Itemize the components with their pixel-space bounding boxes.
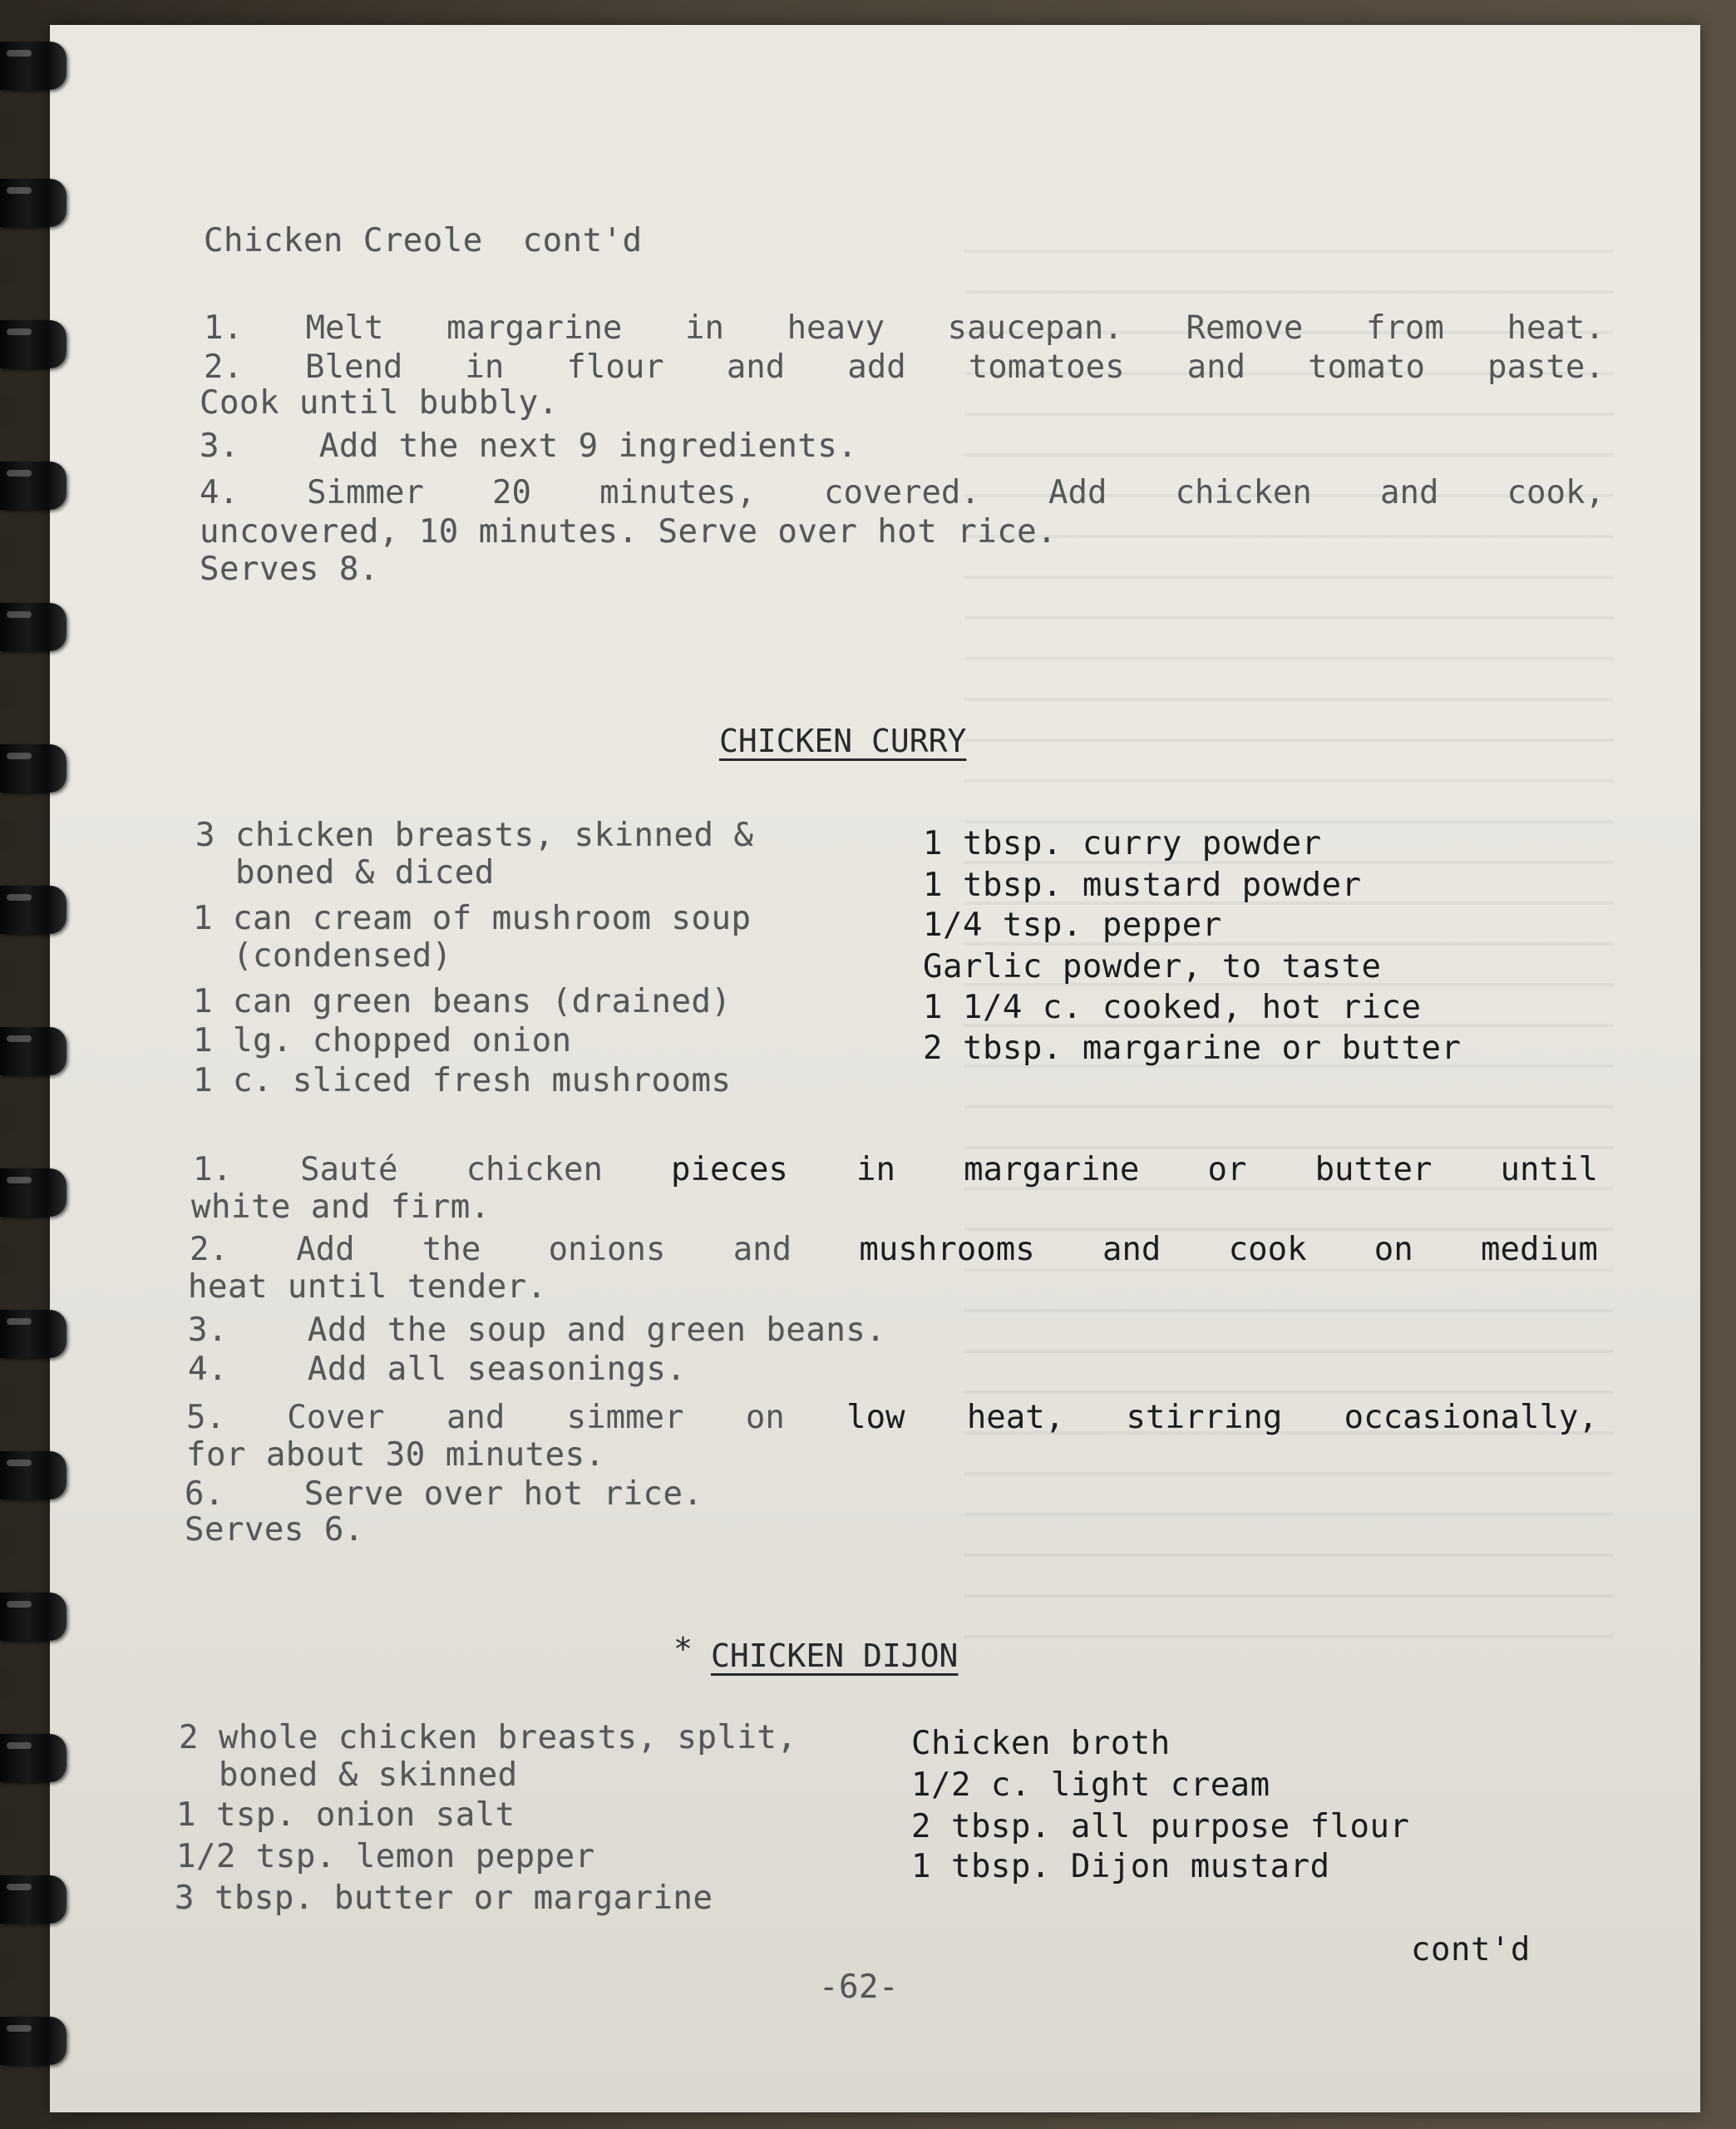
dijon-left-ingredient: 1 tsp. onion salt	[176, 1796, 515, 1834]
curry-right-ingredient: Garlic powder, to taste	[923, 948, 1382, 985]
creole-step-2-cont: Cook until bubbly.	[200, 384, 559, 422]
spiral-binding-coil	[0, 1734, 67, 1782]
dijon-left-ingredient: 1/2 tsp. lemon pepper	[176, 1838, 595, 1875]
spiral-binding-coil	[0, 1168, 67, 1217]
curry-step-6: 6. Serve over hot rice.	[185, 1475, 703, 1513]
curry-step-5: 5. Cover and simmer on low heat, stirring occasionally,	[186, 1399, 1598, 1436]
curry-step-1-cont: white and firm.	[191, 1188, 491, 1226]
creole-step-4: 4. Simmer 20 minutes, covered. Add chicken and cook,	[200, 474, 1605, 511]
spiral-binding-coil	[0, 179, 67, 227]
binding-hole	[0, 1526, 15, 1558]
dijon-right-ingredient: 1/2 c. light cream	[911, 1766, 1270, 1804]
binding-hole	[0, 1243, 15, 1275]
curry-right-ingredient: 1 tbsp. mustard powder	[923, 867, 1362, 904]
curry-step-5-cont: for about 30 minutes.	[186, 1436, 605, 1474]
curry-step-3: 3. Add the soup and green beans.	[188, 1311, 886, 1349]
spiral-binding-coil	[0, 1593, 67, 1641]
curry-left-ingredient: (condensed)	[193, 937, 452, 975]
dijon-left-ingredient: boned & skinned	[179, 1756, 518, 1794]
page-number: -62-	[819, 1968, 899, 2006]
dijon-left-ingredient: 2 whole chicken breasts, split,	[179, 1719, 797, 1756]
curry-serves: Serves 6.	[185, 1511, 364, 1549]
spiral-binding-coil	[0, 1875, 67, 1924]
curry-left-ingredient: 1 can green beans (drained)	[193, 983, 732, 1020]
binding-hole	[0, 678, 15, 709]
binding-hole	[0, 536, 15, 568]
curry-step-2: 2. Add the onions and mushrooms and cook on medium	[190, 1231, 1598, 1268]
spiral-binding-coil	[0, 1310, 67, 1358]
spiral-binding-coil	[0, 1027, 67, 1075]
binding-hole	[0, 395, 15, 427]
binding-hole	[0, 961, 15, 992]
continued-recipe-header: Chicken Creole cont'd	[204, 222, 643, 259]
spiral-binding-coil	[0, 744, 67, 793]
binding-hole	[0, 1667, 15, 1699]
binding-hole	[0, 1102, 15, 1134]
curry-left-ingredient: 1 lg. chopped onion	[193, 1022, 572, 1060]
curry-left-ingredient: 3 chicken breasts, skinned &	[195, 817, 754, 854]
binding-hole	[0, 1809, 15, 1840]
dijon-right-ingredient: Chicken broth	[911, 1725, 1171, 1762]
recipe-title-chicken-curry: CHICKEN CURRY	[719, 723, 967, 759]
curry-right-ingredient: 1 1/4 c. cooked, hot rice	[923, 989, 1422, 1026]
spiral-binding-coil	[0, 603, 67, 651]
cookbook-page	[50, 25, 1700, 2112]
spiral-binding-coil	[0, 1451, 67, 1499]
dijon-left-ingredient: 3 tbsp. butter or margarine	[175, 1880, 713, 1917]
recipe-title-chicken-dijon: CHICKEN DIJON	[711, 1638, 959, 1674]
curry-right-ingredient: 1 tbsp. curry powder	[923, 825, 1322, 862]
binding-hole	[0, 819, 15, 851]
curry-right-ingredient: 2 tbsp. margarine or butter	[923, 1030, 1462, 1067]
curry-step-4: 4. Add all seasonings.	[188, 1351, 687, 1388]
binding-hole	[0, 254, 15, 285]
spiral-binding-coil	[0, 320, 67, 368]
curry-step-2-cont: heat until tender.	[188, 1268, 547, 1306]
curry-left-ingredient: 1 can cream of mushroom soup	[193, 900, 752, 937]
spiral-binding-coil	[0, 886, 67, 934]
curry-step-1: 1. Sauté chicken pieces in margarine or butter until	[193, 1151, 1598, 1188]
curry-left-ingredient: boned & diced	[195, 854, 495, 892]
spiral-binding-coil	[0, 2017, 67, 2065]
creole-step-3: 3. Add the next 9 ingredients.	[200, 427, 858, 465]
spiral-binding-coil	[0, 42, 67, 90]
binding-hole	[0, 1950, 15, 1982]
curry-left-ingredient: 1 c. sliced fresh mushrooms	[193, 1062, 732, 1099]
creole-step-4-cont: uncovered, 10 minutes. Serve over hot rice.	[200, 513, 1058, 551]
binding-hole	[0, 112, 15, 144]
creole-step-2: 2. Blend in flour and add tomatoes and tomato paste.	[204, 348, 1605, 386]
continued-marker: cont'd	[1411, 1931, 1531, 1968]
spiral-binding-coil	[0, 462, 67, 510]
featured-star: *	[673, 1631, 693, 1667]
dijon-right-ingredient: 2 tbsp. all purpose flour	[911, 1808, 1410, 1845]
dijon-right-ingredient: 1 tbsp. Dijon mustard	[911, 1848, 1330, 1885]
creole-serves: Serves 8.	[200, 551, 379, 588]
curry-right-ingredient: 1/4 tsp. pepper	[923, 906, 1222, 944]
creole-step-1: 1. Melt margarine in heavy saucepan. Remove from heat.	[204, 309, 1605, 347]
binding-hole	[0, 1385, 15, 1416]
